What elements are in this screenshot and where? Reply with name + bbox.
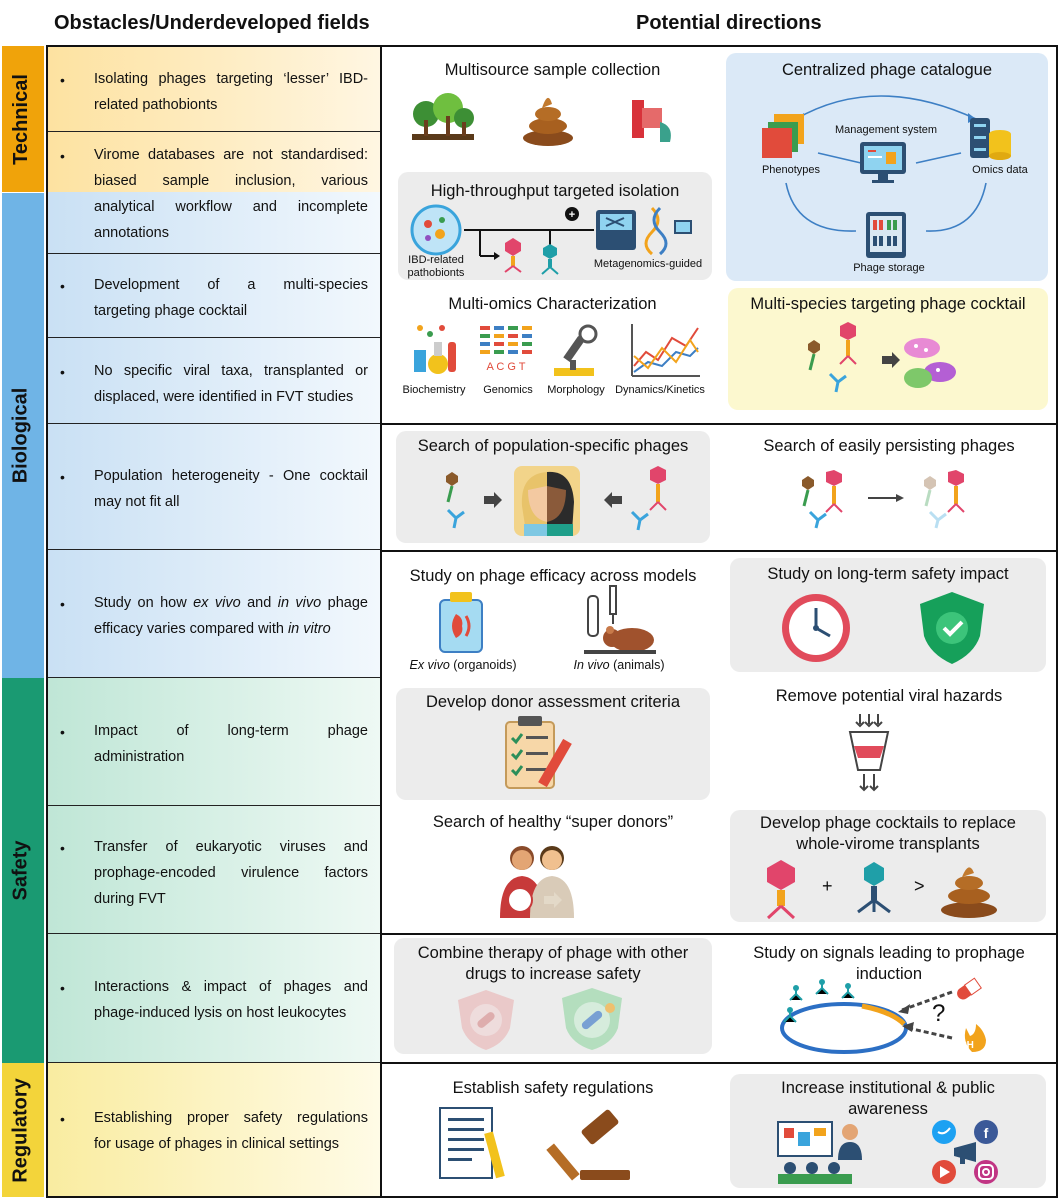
genomics-label: Genomics: [483, 384, 533, 396]
obstacle-row-2: • Virome databases are not standardised: biased sample inclusion, various analytical workflow and incomplete annotations: [46, 132, 380, 254]
obstacle-row-1: • Isolating phages targeting ‘lesser’ IBD- related pathobionts: [46, 46, 380, 132]
obstacle-row-3: • Development of a multi-species targeting phage cocktail: [46, 254, 380, 338]
donors-icon: [498, 842, 578, 920]
phenotypes-label: Phenotypes: [761, 164, 821, 176]
cocktail-title: Multi-species targeting phage cocktail: [750, 295, 1026, 313]
diverse-faces-icon: [514, 466, 580, 536]
biochemistry-label: Biochemistry: [402, 384, 466, 396]
efficacy-title: Study on phage efficacy across models: [409, 567, 697, 585]
document-pencil-icon: [438, 1108, 510, 1184]
in-vivo-label: In vivo (animals): [573, 658, 665, 672]
population-illustration: [440, 466, 670, 538]
omics-database-icon: [970, 118, 1012, 162]
persisting-title: Search of easily persisting phages: [763, 437, 1015, 455]
ibd-pathobionts-label: IBD-related pathobionts: [407, 254, 465, 279]
checklist-icon: [500, 716, 580, 792]
gavel-icon: [552, 1112, 632, 1182]
question-mark: ?: [932, 1000, 946, 1027]
phage-teal-icon: [540, 244, 560, 274]
donor-criteria-title: Develop donor assessment criteria: [425, 693, 681, 711]
regulations-title: Establish safety regulations: [452, 1079, 654, 1097]
omics-label: Omics data: [972, 164, 1028, 176]
population-title: Search of population-specific phages: [417, 437, 689, 455]
ex-vivo-label: Ex vivo (organoids): [409, 658, 517, 672]
organoid-kidney-icon: [438, 592, 484, 654]
biochemistry-icon: [410, 322, 458, 378]
dynamics-chart-icon: [628, 322, 702, 380]
forest-icon: [412, 94, 476, 144]
obstacles-header: Obstacles/Underdeveloped fields: [54, 12, 370, 34]
multiomics-title: Multi-omics Characterization: [448, 295, 657, 313]
metagenomics-label: Metagenomics-guided: [593, 258, 703, 270]
plus-sign: +: [822, 876, 833, 896]
obstacles-frame: [46, 45, 380, 1198]
obstacle-row-8: • Transfer of eukaryotic viruses and prophage-encoded virulence factors during FVT: [46, 806, 380, 934]
clock-icon: [780, 592, 852, 664]
super-donors-title: Search of healthy “super donors”: [432, 813, 674, 831]
phage-red-icon: [503, 238, 523, 272]
technical-label: Technical: [9, 73, 32, 165]
greater-sign: >: [914, 876, 925, 896]
phage-cluster-left-icon: [446, 472, 464, 528]
svg-text:f: f: [983, 1125, 989, 1141]
drug-shield-icon: [562, 988, 622, 1050]
htp-title: High-throughput targeted isolation: [430, 182, 680, 200]
phage-cluster-icon: [808, 322, 856, 392]
svg-text:A C G T: A C G T: [486, 361, 526, 373]
combine-title: Combine therapy of phage with other drugs to increase safety: [417, 944, 689, 983]
presentation-icon: [776, 1120, 872, 1186]
stool-icon: [522, 90, 574, 146]
bacteria-icon: [904, 338, 956, 388]
regulatory-divider: [380, 1062, 1058, 1064]
catalogue-title: Centralized phage catalogue: [781, 61, 993, 79]
cocktail-illustration: [800, 320, 960, 400]
remove-hazards-title: Remove potential viral hazards: [775, 687, 1003, 705]
faded-phage-cluster-icon: [924, 476, 946, 528]
dynamics-label: Dynamics/Kinetics: [615, 384, 705, 396]
phage-red-cluster-icon: [632, 466, 666, 530]
biological-label: Biological: [9, 387, 32, 483]
drug-shield-faded-icon: [458, 990, 514, 1050]
stool-large-icon: [940, 860, 998, 918]
obstacle-row-6: • Study on how ex vivo and in vivo phage efficacy varies compared with in vitro: [46, 550, 380, 678]
phage-teal-large-icon: [852, 862, 896, 914]
mouse-syringe-icon: [584, 586, 656, 656]
morphology-label: Morphology: [547, 384, 605, 396]
long-term-title: Study on long-term safety impact: [767, 565, 1009, 583]
obstacle-row-9: • Interactions & impact of phages and phage-induced lysis on host leukocytes: [46, 934, 380, 1063]
safety-shield-icon: [920, 592, 984, 664]
phage-red-large-icon: [764, 860, 798, 918]
directions-header: Potential directions: [636, 12, 822, 34]
storage-icon: [866, 212, 906, 258]
sequencer-icon: [594, 206, 694, 256]
storage-label: Phage storage: [853, 262, 925, 274]
obstacle-row-7: • Impact of long-term phage administration: [46, 678, 380, 806]
management-label: Management system: [834, 124, 938, 136]
awareness-title: Increase institutional & public awareness: [781, 1079, 995, 1118]
management-icon: [858, 140, 908, 186]
persisting-illustration: [796, 470, 968, 530]
signals-title: Study on signals leading to prophage induction: [753, 944, 1025, 983]
filter-funnel-icon: [846, 714, 892, 794]
petri-dish-icon: [410, 204, 462, 256]
safety-label: Safety: [9, 840, 32, 901]
genomics-icon: [480, 326, 534, 374]
sewage-icon: [630, 98, 678, 144]
phenotypes-icon: [762, 112, 808, 160]
band-divider: [2, 192, 46, 193]
obstacle-row-5: • Population heterogeneity - One cocktail may not fit all: [46, 424, 380, 550]
microscope-icon: [548, 324, 600, 380]
multisource-title: Multisource sample collection: [444, 61, 661, 79]
phage-cluster-icon: [802, 470, 842, 528]
regulatory-label: Regulatory: [9, 1077, 32, 1183]
svg-text:+: +: [568, 209, 576, 221]
obstacle-row-4: • No specific viral taxa, transplanted or displaced, were identified in FVT studies: [46, 338, 380, 424]
obstacle-row-10: • Establishing proper safety regulations for usage of phages in clinical settings: [60, 1110, 368, 1152]
social-media-icons: [930, 1118, 1000, 1186]
replace-transplants-title: Develop phage cocktails to replace whole-virome transplants: [760, 814, 1016, 853]
ph-label: PH: [960, 1040, 974, 1051]
